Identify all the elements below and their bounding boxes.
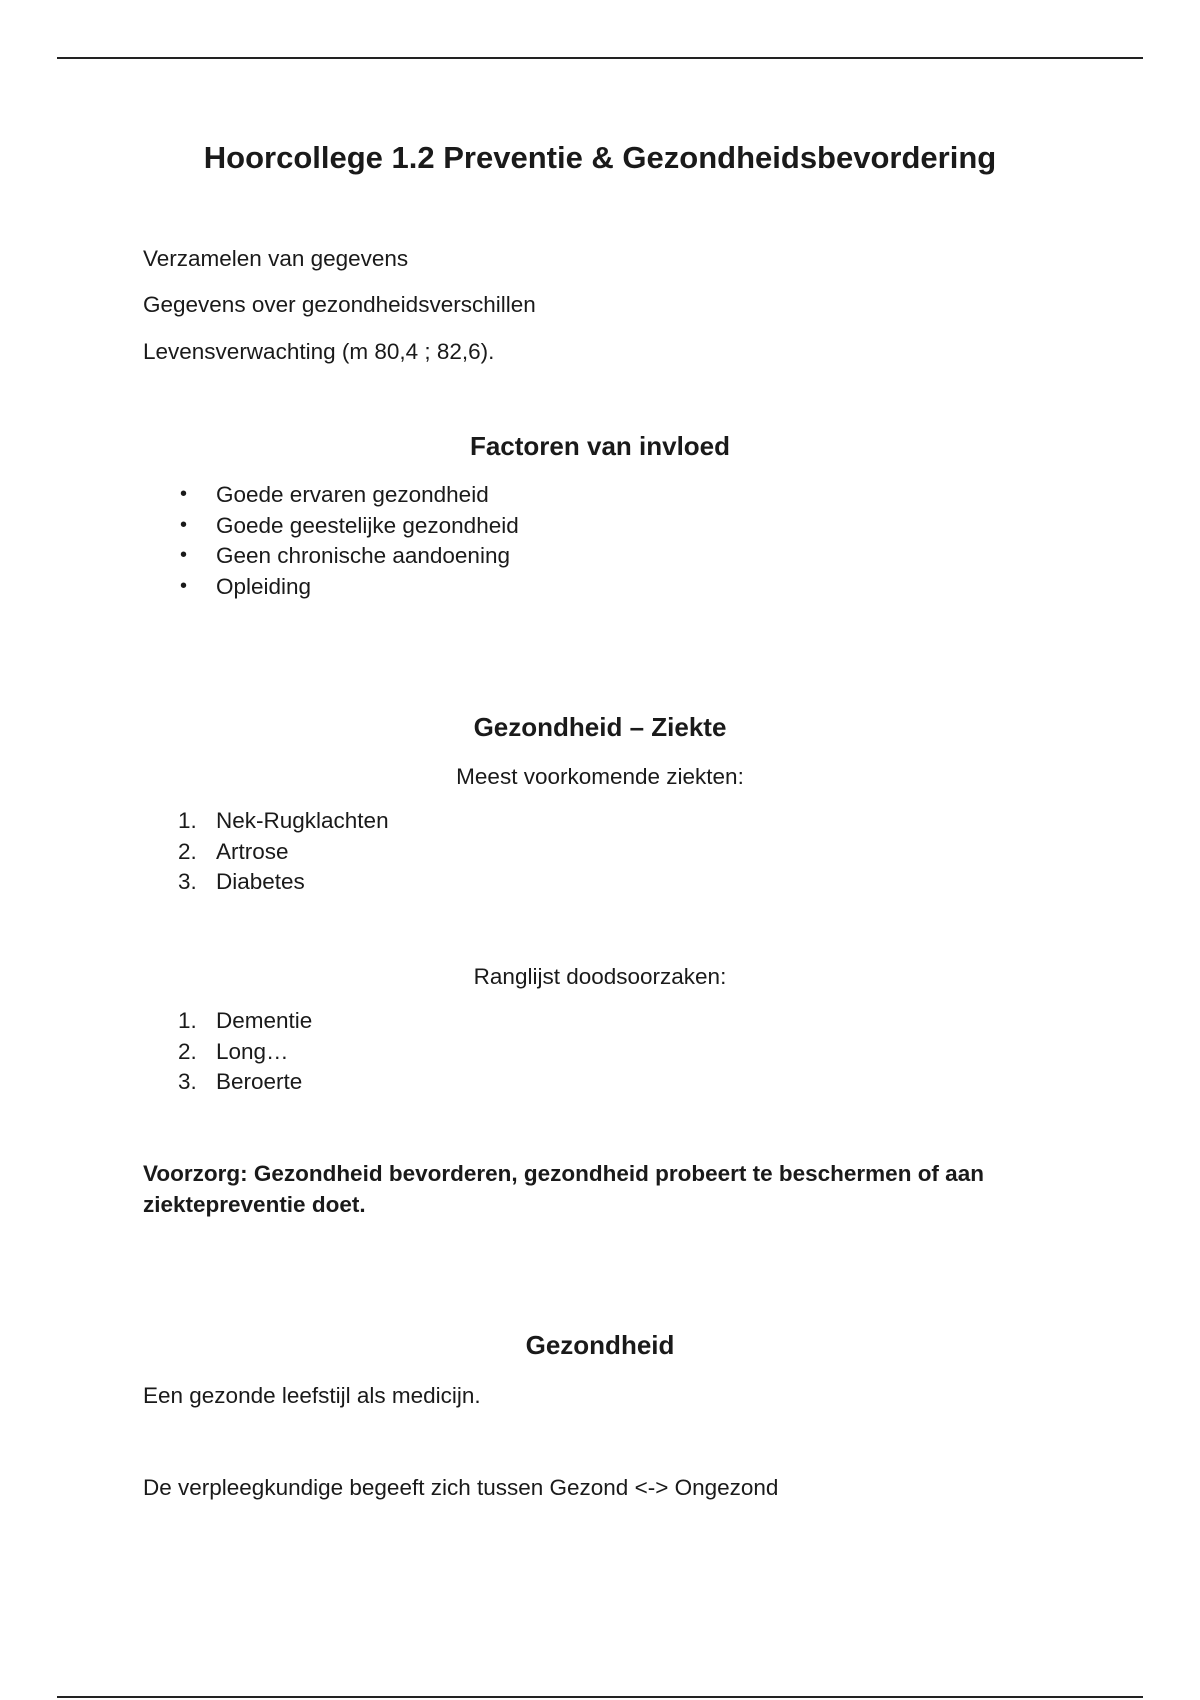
list-item-text: Beroerte xyxy=(216,1069,303,1094)
list-item-text: Goede geestelijke gezondheid xyxy=(216,512,519,538)
document-title: Hoorcollege 1.2 Preventie & Gezondheidsbevordering xyxy=(203,140,997,175)
top-rule xyxy=(57,57,1143,59)
list-item-text: Opleiding xyxy=(216,573,312,599)
list-item-text: Artrose xyxy=(216,838,289,864)
list-number: 3. xyxy=(178,1069,197,1094)
bullet-marker: • xyxy=(180,513,188,536)
list-number: 2. xyxy=(178,838,197,864)
intro-line-1: Verzamelen van gegevens xyxy=(143,246,409,271)
list-item-text: Nek-Rugklachten xyxy=(216,808,389,833)
heading-factoren: Factoren van invloed xyxy=(469,431,731,461)
bullet-marker: • xyxy=(180,574,188,597)
gezondheid-text-1: Een gezonde leefstijl als medicijn. xyxy=(143,1383,481,1408)
intro-line-2: Gegevens over gezondheidsverschillen xyxy=(143,292,536,317)
list-number: 1. xyxy=(178,1008,197,1033)
bullet-marker: • xyxy=(180,544,188,566)
list-item-text: Goede ervaren gezondheid xyxy=(216,482,489,507)
label-ranglijst-doodsoorzaken: Ranglijst doodsoorzaken: xyxy=(473,964,727,989)
heading-gezondheid: Gezondheid xyxy=(525,1330,675,1360)
heading-gezondheid-ziekte: Gezondheid – Ziekte xyxy=(473,712,727,742)
list-item-text: Geen chronische aandoening xyxy=(216,543,510,568)
gezondheid-text-2: De verpleegkundige begeeft zich tussen Gezond <-> Ongezond xyxy=(143,1475,779,1500)
voorzorg-paragraph: Voorzorg: Gezondheid bevorderen, gezondheid probeert te beschermen of aan ziektepreventie doet. xyxy=(143,1161,984,1217)
list-item-text: Diabetes xyxy=(216,869,305,894)
bullet-marker: • xyxy=(180,483,188,505)
list-number: 1. xyxy=(178,808,197,833)
list-item-text: Dementie xyxy=(216,1008,313,1033)
list-item-text: Long… xyxy=(216,1038,289,1064)
label-meest-voorkomende-ziekten: Meest voorkomende ziekten: xyxy=(456,764,744,789)
list-number: 2. xyxy=(178,1038,197,1064)
list-number: 3. xyxy=(178,869,197,894)
intro-line-3: Levensverwachting (m 80,4 ; 82,6). xyxy=(143,339,495,364)
bottom-rule xyxy=(57,1696,1143,1698)
